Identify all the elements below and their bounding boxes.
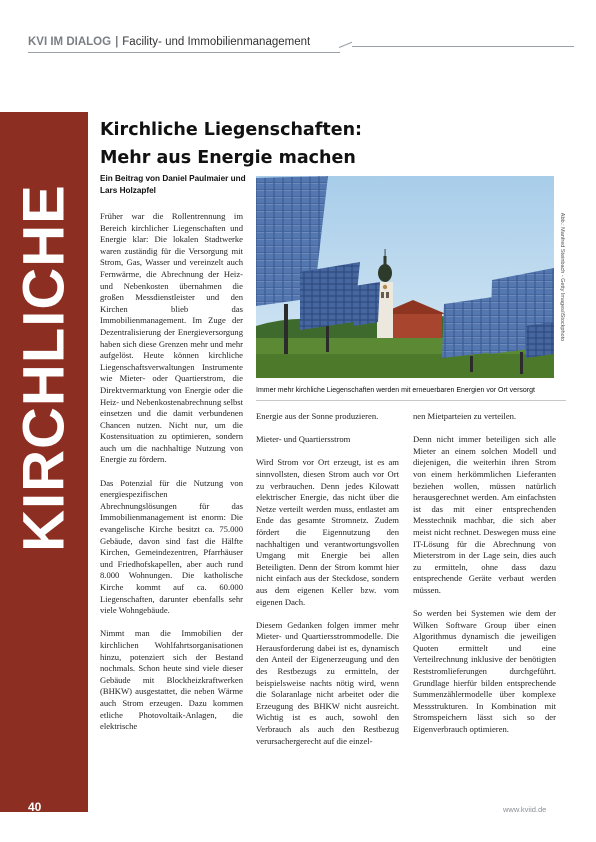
footer-url: www.kviid.de	[503, 805, 547, 814]
photo-credit: Abb.: Manfred Steinbach - Getty Images/iStockphoto	[559, 212, 565, 342]
article-title	[100, 116, 570, 172]
photo-caption: Immer mehr kirchliche Liegenschaften werden mit erneuerbaren Energien vor Ort versorgt	[256, 387, 535, 394]
article-byline: Ein Beitrag von Daniel Paulmaier und Lars Holzapfel	[100, 174, 246, 195]
paragraph: Wird Strom vor Ort erzeugt, ist es am sinnvollsten, diesen Strom auch vor Ort zu verbrauchen. Denn jedes Kilowatt elektrischer Energie, das nicht über die Netze verteilt werden muss, entlastet am Ende das gesamte Stromnetz. Zudem fördert die Eigennutzung den nachhaltigen und verantwortungsvollen Umgang mit Energie bei allen Beteiligten. Denn der Strom kommt hier nicht einfach aus der Steckdose, sondern aus dem eigenen Keller bzw. vom eigenen Dach.	[256, 457, 399, 607]
vertical-category-title: KIRCHLICHE	[11, 184, 77, 552]
paragraph: So werden bei Systemen wie dem der Wilken Software Group über einen Algorithmus dynamisch die jeweiligen Quoten ermittelt und eine Verteilrechnung inklusive der benötigten Reststromlieferungen durchgeführt. Grundlage hierfür bilden entsprechende Summenzählermodelle über komplexe Messstrukturen. In Kombination mit Stromspeichern lässt sich so der Eigenverbrauch optimieren.	[413, 608, 556, 735]
magazine-brand: KVI IM DIALOG	[28, 36, 112, 48]
paragraph: Früher war die Rollentrennung im Bereich kirchlicher Liegenschaften und Energie klar: Die lokalen Stadtwerke waren zuständig für die Versorgung mit Strom, Gas, Wasser und vereinzelt auch Fernwärme, die Abrechnung der Heiz- und Nebenkosten übernahmen die großen Messdienstleister und den Kirchen blieb das Immobilienmanagement. Im Zuge der Dezentralisierung der Energieversorgung haben sich diese Grenzen mehr und mehr aufgelöst. Heute können kirchliche Liegenschaftsverwaltungen Instrumente wie Mieter- oder Quartierstrom, die Direktvermarktung von Energie oder die Heiz- und Nebenkostenabrechnung selbst einsetzen und die damit verbundenen Chancen nutzen. Nicht nur, um die Kostensituation zu optimieren, sondern auch um die nachhaltige Nutzung von Energie zu fördern.	[100, 211, 243, 465]
paragraph: nen Mietparteien zu verteilen.	[413, 411, 517, 421]
title-line-2: Mehr aus Energie machen	[100, 148, 356, 168]
subheading: Mieter- und Quartiersstrom	[256, 434, 351, 445]
text-column-3	[413, 411, 556, 747]
caption-rule	[256, 400, 566, 401]
header-rule-right	[352, 46, 574, 47]
header-separator: |	[115, 36, 119, 48]
paragraph: Nimmt man die Immobilien der kirchlichen Wohlfahrtsorganisationen hinzu, potenziert sich der Bestand nochmals. Schon heute sind viele dieser Gebäude mit Blockheizkraftwerken (BHKW) ausgestattet, die neben Wärme auch Strom erzeugen. Dazu kommen etliche Photovoltaik-Anlagen, die elektrische	[100, 628, 243, 732]
paragraph: Das Potenzial für die Nutzung von energiespezifischen Abrechnungslösungen für das Immobilienmanagement ist enorm: Die evangelische Kirche besitzt ca. 75.000 Gebäude, davon sind fast die Hälfte Kirchen, Gemeindezentren, Pfarrhäuser und Friedhofskapellen, aber auch rund 8.000 Wohnungen. Die katholische Kirche kommt auf ca. 60.000 Liegenschaften, darunter ebenfalls sehr viele Wohngebäude.	[100, 477, 243, 616]
running-header	[28, 34, 574, 50]
paragraph: Denn nicht immer beteiligen sich alle Mieter an einem solchen Modell und diejenigen, die weiterhin ihren Strom von einem herkömmlichen Lieferanten beziehen wollen, müssen natürlich herausgerechnet werden. Am einfachsten ist das mit einer entsprechenden Messtechnik machbar, die sich aber meist nicht rechnet. Deswegen muss eine IT-Lösung für die Abrechnung von Mieterstrom in der Lage sein, dies auch zu ermitteln, ohne dass dazu entsprechende Geräte verbaut werden müssen.	[413, 434, 556, 595]
paragraph: Energie aus der Sonne produzieren.	[256, 411, 379, 421]
section-name: Facility- und Immobilienmanagement	[122, 36, 311, 48]
page-number: 40	[28, 800, 42, 814]
text-column-2	[256, 411, 399, 759]
text-column-1	[100, 211, 243, 744]
header-rule	[28, 52, 340, 53]
title-line-1: Kirchliche Liegenschaften:	[100, 120, 363, 140]
paragraph: Diesem Gedanken folgen immer mehr Mieter- und Quartiersstrommodelle. Die Herausforderung dabei ist es, dynamisch den Anteil der Eigenerzeugung und den des Restbezugs zu ermitteln, der beispielsweise nachts nötig wird, wenn die Solaranlage nicht arbeitet oder die Erzeugung des BHKW nicht ausreicht. Wichtig ist es auch, sowohl den Verbrauch als auch den Restbezug verursachergerecht auf die einzel-	[256, 619, 399, 746]
solar-church-photo	[256, 176, 554, 378]
